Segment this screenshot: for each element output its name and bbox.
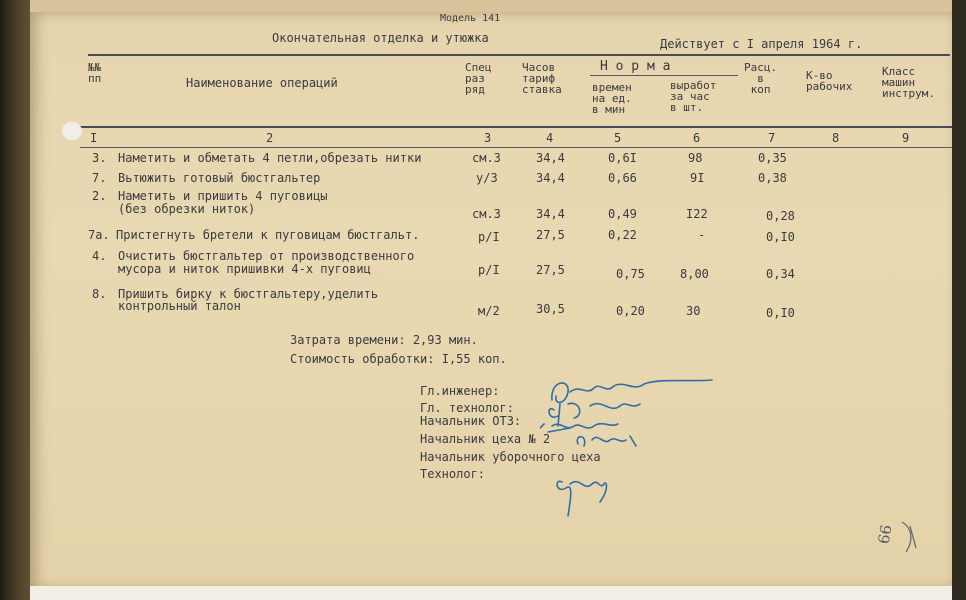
signatory-shop-head: Начальник цеха № 2 (420, 432, 551, 446)
row-5-time: 0,75 (616, 267, 645, 281)
col-number-4: 4 (546, 131, 554, 145)
signatory-technologist: Технолог: (420, 467, 486, 481)
row-5-price: 0,34 (766, 267, 795, 281)
col-number-2: 2 (266, 131, 274, 145)
row-4-number: 7а. (88, 228, 110, 242)
page-bottom-margin (30, 586, 952, 600)
model-label: Модель 141 (440, 13, 501, 24)
effective-date: Действует с I апреля 1964 г. (660, 37, 863, 51)
row-5-grade: р/I (478, 263, 500, 277)
header-grade: Спец раз ряд (465, 61, 492, 96)
row-4-output: - (698, 228, 706, 242)
row-1-output: 98 (688, 151, 703, 165)
row-3-number: 2. (92, 189, 107, 203)
page-number: 66 (874, 523, 896, 546)
row-2-number: 7. (92, 171, 107, 185)
handwritten-signatures (540, 370, 720, 520)
row-2-rate: 34,4 (536, 171, 565, 185)
hole-punch (62, 122, 82, 140)
header-price: Расц. в коп (744, 61, 778, 96)
page-number-strikeout (898, 518, 922, 558)
header-time-per-unit: времен на ед. в мин (592, 81, 632, 116)
row-6-grade: м/2 (478, 304, 500, 318)
row-4-price: 0,I0 (766, 230, 795, 244)
row-5-rate: 27,5 (536, 263, 565, 277)
document-title: Окончательная отделка и утюжка (272, 31, 489, 45)
row-5-number: 4. (92, 249, 107, 263)
signatory-head-otz: Начальник ОТЗ: (420, 414, 522, 428)
row-3-rate: 34,4 (536, 207, 565, 221)
col-number-5: 5 (614, 131, 622, 145)
row-3-grade: см.3 (472, 207, 501, 221)
col-number-7: 7 (768, 131, 776, 145)
header-hourly-rate: Часов тариф ставка (522, 61, 562, 96)
signatory-cleaning-shop-head: Начальник уборочного цеха (420, 450, 601, 464)
row-2-operation: Вьтюжить готовый бюстгальтер (118, 171, 321, 185)
row-1-number: 3. (92, 151, 107, 165)
row-6-number: 8. (92, 287, 107, 301)
row-6-price: 0,I0 (766, 306, 795, 320)
row-5-operation-line-1: Очистить бюстгальтер от производственного (118, 249, 415, 263)
row-3-output: I22 (686, 207, 708, 221)
header-machine-class: Класс машин инструм. (882, 65, 935, 100)
col-number-8: 8 (832, 131, 840, 145)
row-3-operation-line-1: Наметить и пришить 4 пуговицы (118, 189, 328, 203)
header-output-per-hour: выработ за час в шт. (670, 79, 717, 114)
header-number-col: №№ пп (88, 61, 102, 85)
row-4-time: 0,22 (608, 228, 637, 242)
row-5-output: 8,00 (680, 267, 709, 281)
row-1-grade: см.3 (472, 151, 501, 165)
row-1-price: 0,35 (758, 151, 787, 165)
norma-underline (590, 75, 738, 76)
row-1-time: 0,6I (608, 151, 637, 165)
col-number-3: 3 (484, 131, 492, 145)
col-numbers-rule (80, 147, 952, 148)
row-1-operation: Наметить и обметать 4 петли,обрезать нитки (118, 151, 422, 165)
table-top-rule (88, 54, 950, 56)
row-3-price: 0,28 (766, 209, 795, 223)
header-workers: К-во рабочих (806, 69, 853, 93)
row-2-price: 0,38 (758, 171, 787, 185)
row-2-time: 0,66 (608, 171, 637, 185)
row-3-time: 0,49 (608, 207, 637, 221)
row-6-rate: 30,5 (536, 302, 565, 316)
row-6-operation-line-2: контрольный талон (118, 299, 241, 313)
row-5-operation-line-2: мусора и ниток пришивки 4-х пуговиц (118, 262, 371, 276)
total-time: Затрата времени: 2,93 мин. (290, 333, 478, 347)
row-6-output: 30 (686, 304, 701, 318)
row-2-output: 9I (690, 171, 705, 185)
header-bottom-rule (80, 126, 952, 128)
row-1-rate: 34,4 (536, 151, 565, 165)
row-6-operation-line-1: Пришить бирку к бюстгальтеру,уделить (118, 287, 379, 301)
col-number-1: I (90, 131, 98, 145)
row-4-operation: Пристегнуть бретели к пуговицам бюстгальт. (116, 228, 420, 242)
row-3-operation-line-2: (без обрезки ниток) (118, 202, 256, 216)
signatory-chief-engineer: Гл.инженер: (420, 384, 500, 398)
header-norma: Н о р м а (600, 59, 671, 74)
col-number-6: 6 (693, 131, 701, 145)
row-4-rate: 27,5 (536, 228, 565, 242)
total-cost: Стоимость обработки: I,55 коп. (290, 352, 507, 366)
row-4-grade: р/I (478, 230, 500, 244)
row-6-time: 0,20 (616, 304, 645, 318)
col-number-9: 9 (902, 131, 910, 145)
signatory-chief-technologist: Гл. технолог: (420, 401, 514, 415)
row-2-grade: у/3 (476, 171, 498, 185)
header-operation-name: Наименование операций (186, 76, 338, 90)
